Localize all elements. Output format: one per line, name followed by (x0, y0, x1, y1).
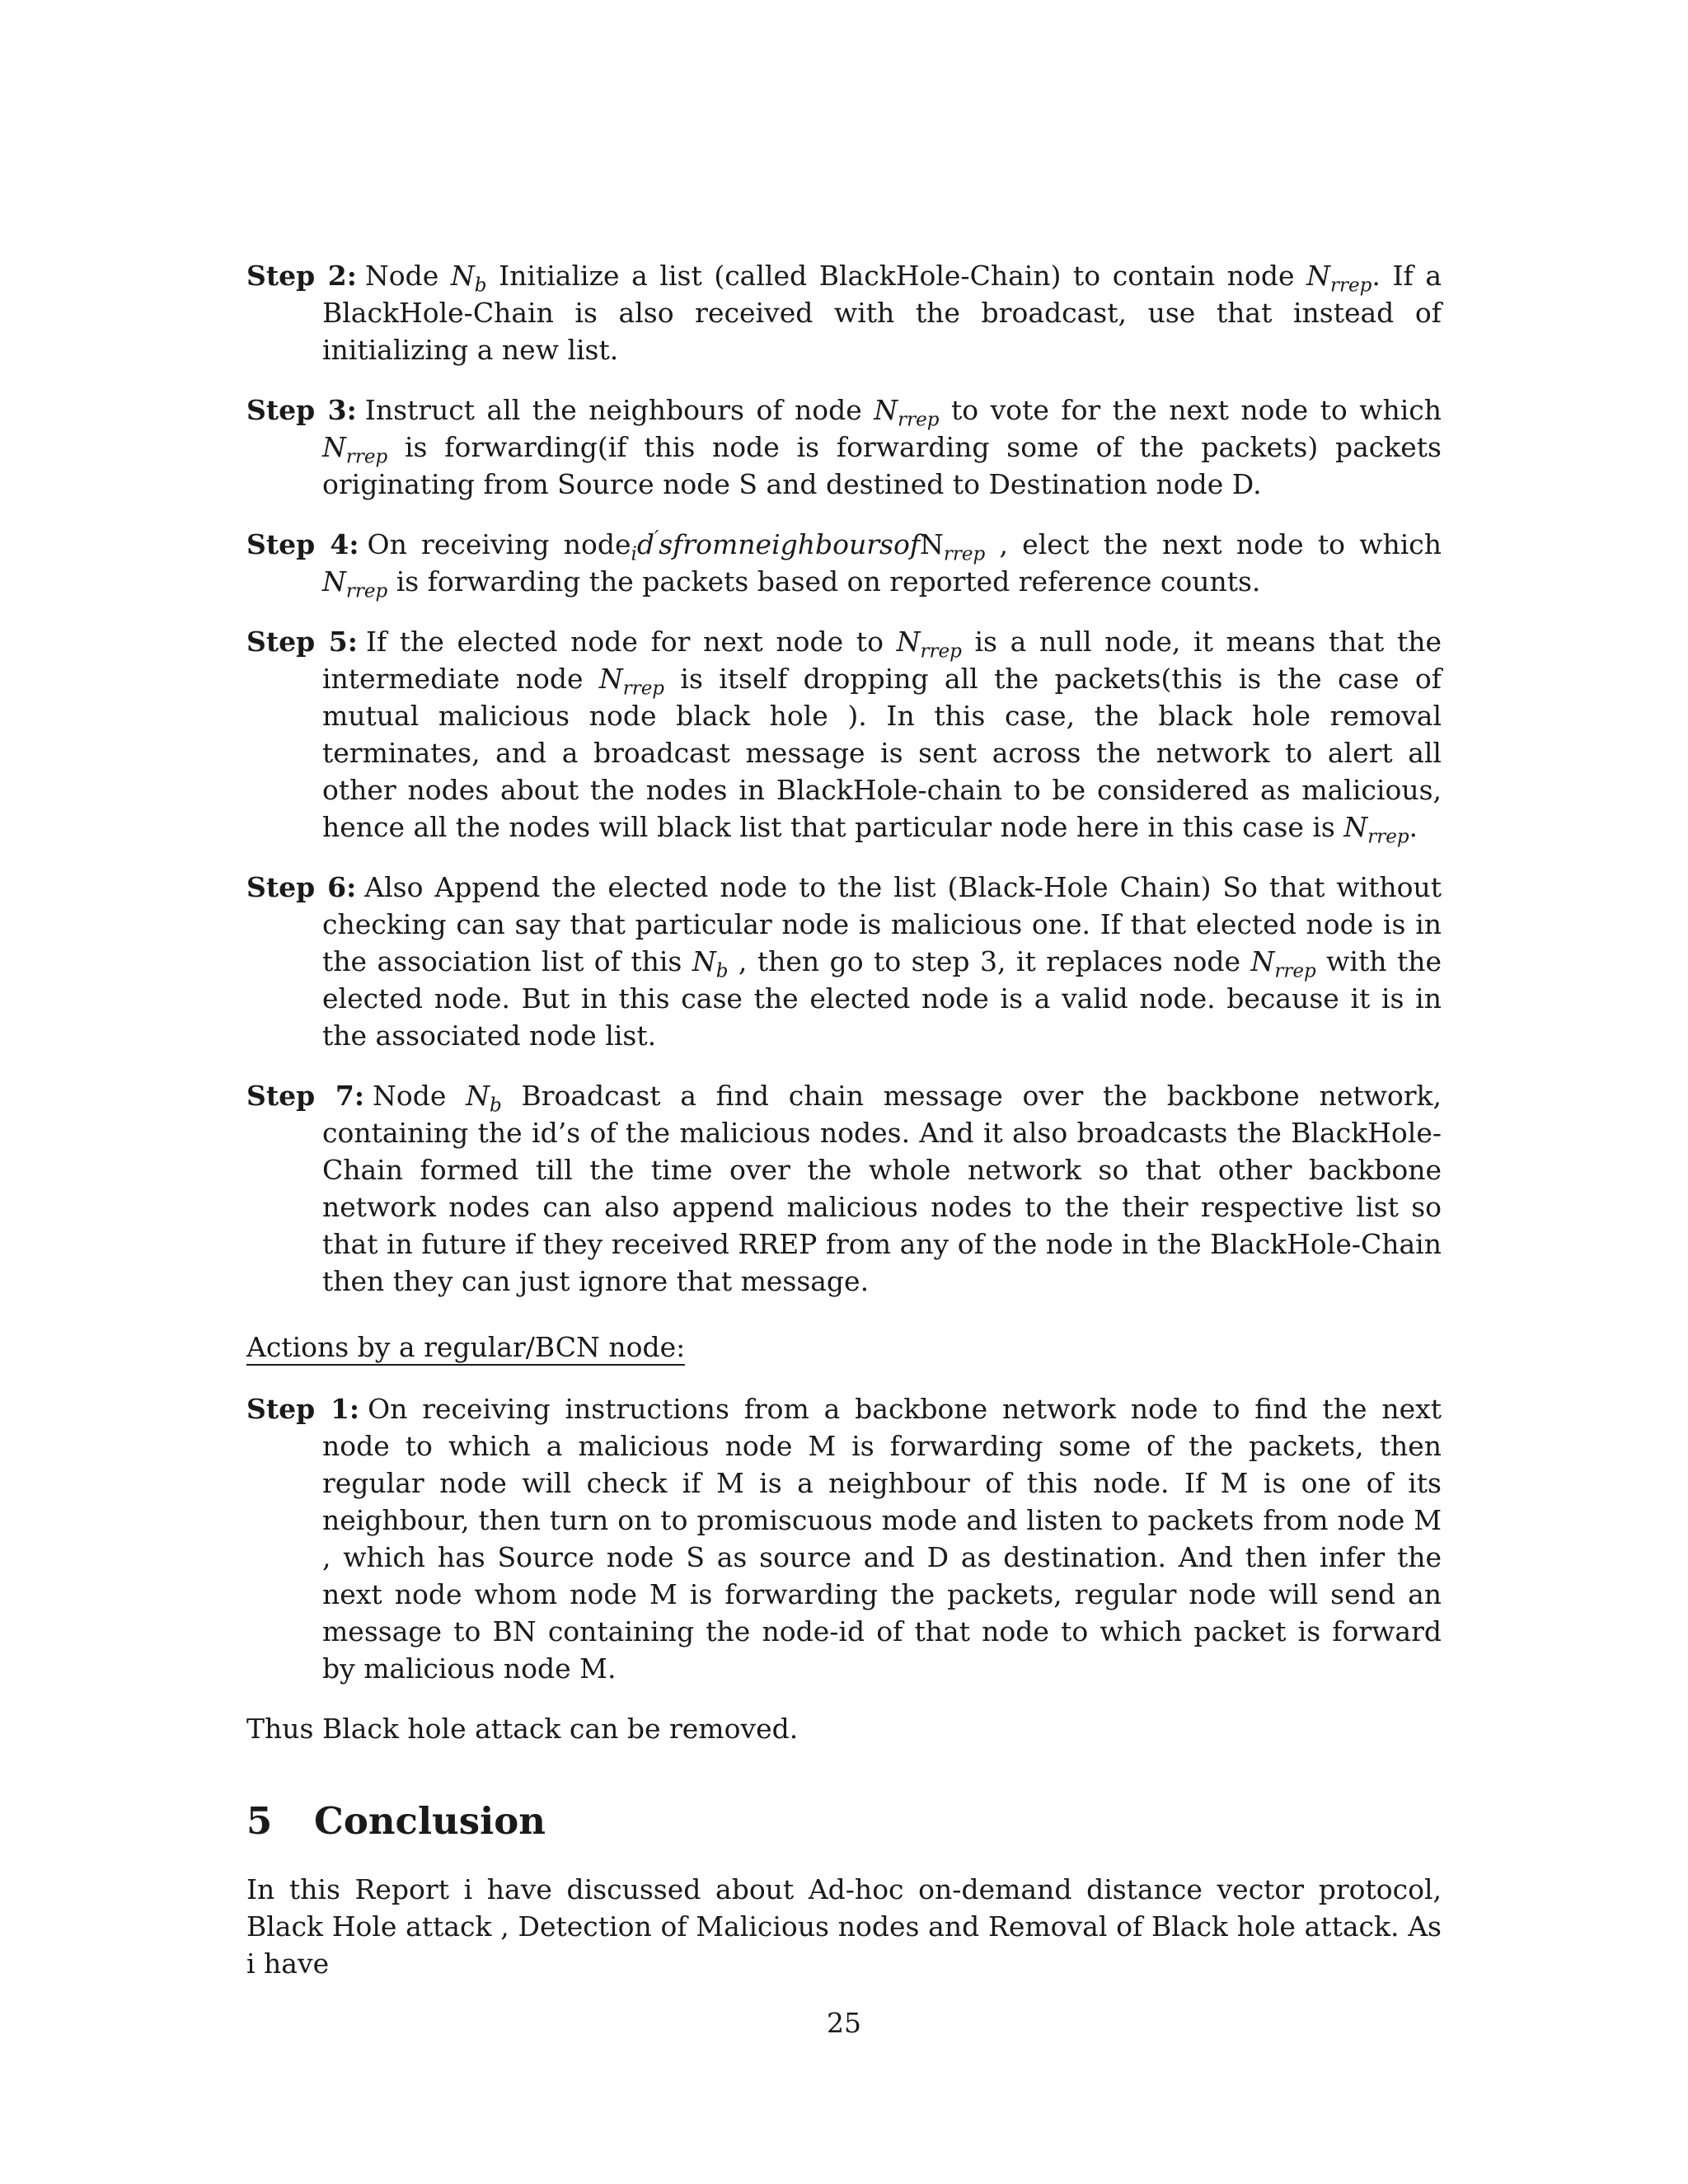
step-label: Step 5: (246, 626, 358, 658)
math-nb: $N_b$ (450, 260, 487, 297)
step-label: Step 6: (246, 871, 357, 903)
step-text: Also Append the elected node to the list (Black-Hole Chain) So that without checking can say that particular node is malicious one. If that elected node is in the association list of this (322, 871, 1442, 977)
step-text: , then go to step 3, it replaces node (728, 945, 1251, 977)
math-nb: $N_b$ (466, 1080, 502, 1117)
step-text: is a null node, it means that the intermediate node (322, 626, 1442, 695)
step-text: . If a BlackHole-Chain is also received with the broadcast, use that instead of initializing a new list. (322, 260, 1442, 366)
page-content (246, 257, 1442, 1982)
step-text: Instruct all the neighbours of node (364, 394, 874, 426)
step-text: Broadcast a find chain message over the backbone network, containing the id’s of the malicious nodes. And it also broadcasts the BlackHole-Chain formed till the time over the whole network so that other backbone network nodes can also append malicious nodes to the their respective list so that in future if they received RREP from any of the node in the BlackHole-Chain then they can just ignore that message. (322, 1080, 1442, 1297)
step-label: Step 1: (246, 1393, 360, 1425)
step-3 (246, 391, 1442, 503)
math-nrrep: $N_{rrep}$ (874, 394, 940, 431)
step-text: Node (373, 1080, 467, 1112)
step-4 (246, 526, 1442, 600)
math-nb: $N_b$ (692, 945, 729, 982)
math-nrrep: $N_{rrep}$ (1306, 260, 1372, 297)
section-heading (246, 1797, 1442, 1846)
garbled-math: $_i$d′sfromneighboursof (631, 527, 921, 565)
step-label: Step 2: (246, 260, 357, 292)
step-text: . (1409, 811, 1418, 843)
section-title: Conclusion (314, 1799, 546, 1843)
step-label: Step 7: (246, 1080, 365, 1112)
step-text: On receiving instructions from a backbone network node to find the next node to which a malicious node M is forwarding some of the packets, then regular node will check if M is a neighbour of this node. If M is one of its neighbour, then turn on to promiscuous mode and listen to packets from node M , which has Source node S as source and D as destination. And then infer the next node whom node M is forwarding the packets, regular node will send an message to BN containing the node-id of that node to which packet is forward by malicious node M. (322, 1393, 1442, 1685)
math-nrrep: $N_{rrep}$ (322, 431, 388, 468)
step-text: to vote for the next node to which (939, 394, 1442, 426)
math-nrrep: $N_{rrep}$ (322, 565, 388, 602)
step-text: Initialize a list (called BlackHole-Chain) to contain node (486, 260, 1307, 292)
step-text: is itself dropping all the packets(this is the case of mutual malicious node black hole ). In this case, the black hole removal terminates, and a broadcast message is sent across the network to alert all other nodes about the nodes in BlackHole-chain to be considered as malicious, hence all the nodes will black list that particular node here in this case is (322, 663, 1442, 843)
step-label: Step 4: (246, 528, 359, 560)
step-2 (246, 257, 1442, 368)
step-text: is forwarding the packets based on reported reference counts. (387, 565, 1261, 598)
math-nrrep: $N_{rrep}$ (1343, 811, 1409, 848)
step-text: , elect the next node to which (985, 528, 1442, 560)
step-7 (246, 1077, 1442, 1300)
math-nrrep: $N_{rrep}$ (896, 626, 962, 663)
closing-line: Thus Black hole attack can be removed. (246, 1713, 799, 1745)
step-5 (246, 623, 1442, 846)
section-number: 5 (246, 1799, 273, 1843)
math-nrrep: $N_{rrep}$ (1250, 945, 1316, 982)
actions-heading: Actions by a regular/BCN node: (246, 1331, 685, 1366)
step-text: with the elected node. But in this case the elected node is a valid node. because it is in the associated node list. (322, 945, 1442, 1052)
step-text: $N_{rrep}$ (920, 528, 986, 565)
step-6 (246, 869, 1442, 1054)
step-label: Step 3: (246, 394, 357, 426)
math-nrrep: $N_{rrep}$ (598, 663, 665, 700)
step-1-regular (246, 1390, 1442, 1687)
step-text: is forwarding(if this node is forwarding some of the packets) packets originating from Source node S and destined to Destination node D. (322, 431, 1442, 500)
step-text: On receiving node (367, 528, 631, 560)
page-number: 25 (827, 2007, 861, 2039)
step-text: If the elected node for next node to (365, 626, 897, 658)
conclusion-paragraph: In this Report i have discussed about Ad-hoc on-demand distance vector protocol, Black Hole attack , Detection of Malicious nodes and Removal of Black hole attack. As i have (246, 1873, 1442, 1980)
step-text: Node (364, 260, 451, 292)
